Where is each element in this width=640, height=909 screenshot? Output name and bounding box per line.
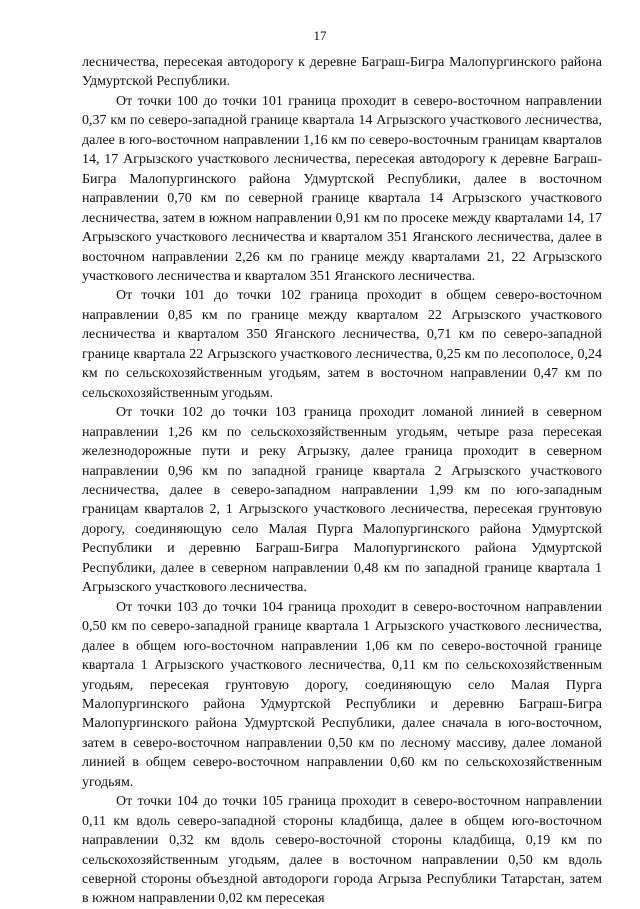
document-body	[82, 53, 602, 909]
paragraph-continuation: лесничества, пересекая автодорогу к деревне Баграш-Бигра Малопургинского района Удмуртской Республики.	[82, 55, 602, 90]
paragraph-point-100-101: От точки 100 до точки 101 граница проходит в северо-восточном направлении 0,37 км по северо-западной границе квартала 14 Агрызского участкового лесничества, далее в юго-восточном направлении 1,16 км по северо-восточным границам кварталов 14, 17 Агрызского участкового лесничества, пересекая автодорогу к деревне Баграш-Бигра Малопургинского района Удмуртской Республики, далее в восточном направлении 0,70 км по северной границе квартала 14 Агрызского участкового лесничества, затем в южном направлении 0,91 км по просеке между кварталами 14, 17 Агрызского участкового лесничества и кварталом 351 Яганского лесничества, далее в восточном направлении 2,26 км по границе между кварталами 21, 22 Агрызского участкового лесничества и кварталом 351 Яганского лесничества.	[82, 93, 602, 284]
paragraph-point-104-105: От точки 104 до точки 105 граница проходит в северо-восточном направлении 0,11 км вдоль северо-западной стороны кладбища, далее в общем юго-восточном направлении 0,32 км вдоль северо-восточной стороны кладбища, 0,19 км по сельскохозяйственным угодьям, далее в восточном направлении 0,50 км вдоль северной стороны объездной автодороги города Агрыза Республики Татарстан, затем в южном направлении 0,02 км пересекая	[82, 794, 602, 907]
paragraph-point-102-103: От точки 102 до точки 103 граница проходит ломаной линией в северном направлении 1,26 км по сельскохозяйственным угодьям, четыре раза пересекая железнодорожные пути и реку Агрызку, далее граница проходит в северном направлении 0,96 км по западной границе квартала 2 Агрызского участкового лесничества, далее в северо-западном направлении 1,99 км по юго-западным границам кварталов 2, 1 Агрызского участкового лесничества, пересекая грунтовую дорогу, соединяющую село Малая Пурга Малопургинского района Удмуртской Республики и деревню Баграш-Бигра Малопургинского района Удмуртской Республики, далее в северном направлении 0,48 км по западной границе квартала 1 Агрызского участкового лесничества.	[82, 405, 602, 596]
paragraph-point-103-104: От точки 103 до точки 104 граница проходит в северо-восточном направлении 0,50 км по северо-западной границе квартала 1 Агрызского участкового лесничества, далее в общем юго-восточном направлении 1,06 км по северо-восточной границе квартала 1 Агрызского участкового лесничества, 0,11 км по сельскохозяйственным угодьям, пересекая грунтовую дорогу, соединяющую село Малая Пурга Малопургинского района Удмуртской Республики и деревню Баграш-Бигра Малопургинского района Удмуртской Республики, далее сначала в юго-восточном, затем в северо-восточном направлении 0,50 км по лесному массиву, далее ломаной линией в общем северо-восточном направлении 0,60 км по сельскохозяйственным угодьям.	[82, 599, 602, 790]
paragraph-point-101-102: От точки 101 до точки 102 граница проходит в общем северо-восточном направлении 0,85 км по границе между кварталом 22 Агрызского участкового лесничества и кварталом 350 Яганского лесничества, 0,71 км по северо-западной границе квартала 22 Агрызского участкового лесничества, 0,25 км по лесополосе, 0,24 км по сельскохозяйственным угодьям, затем в восточном направлении 0,47 км по сельскохозяйственным угодьям.	[82, 288, 602, 401]
page-number: 17	[313, 28, 327, 43]
